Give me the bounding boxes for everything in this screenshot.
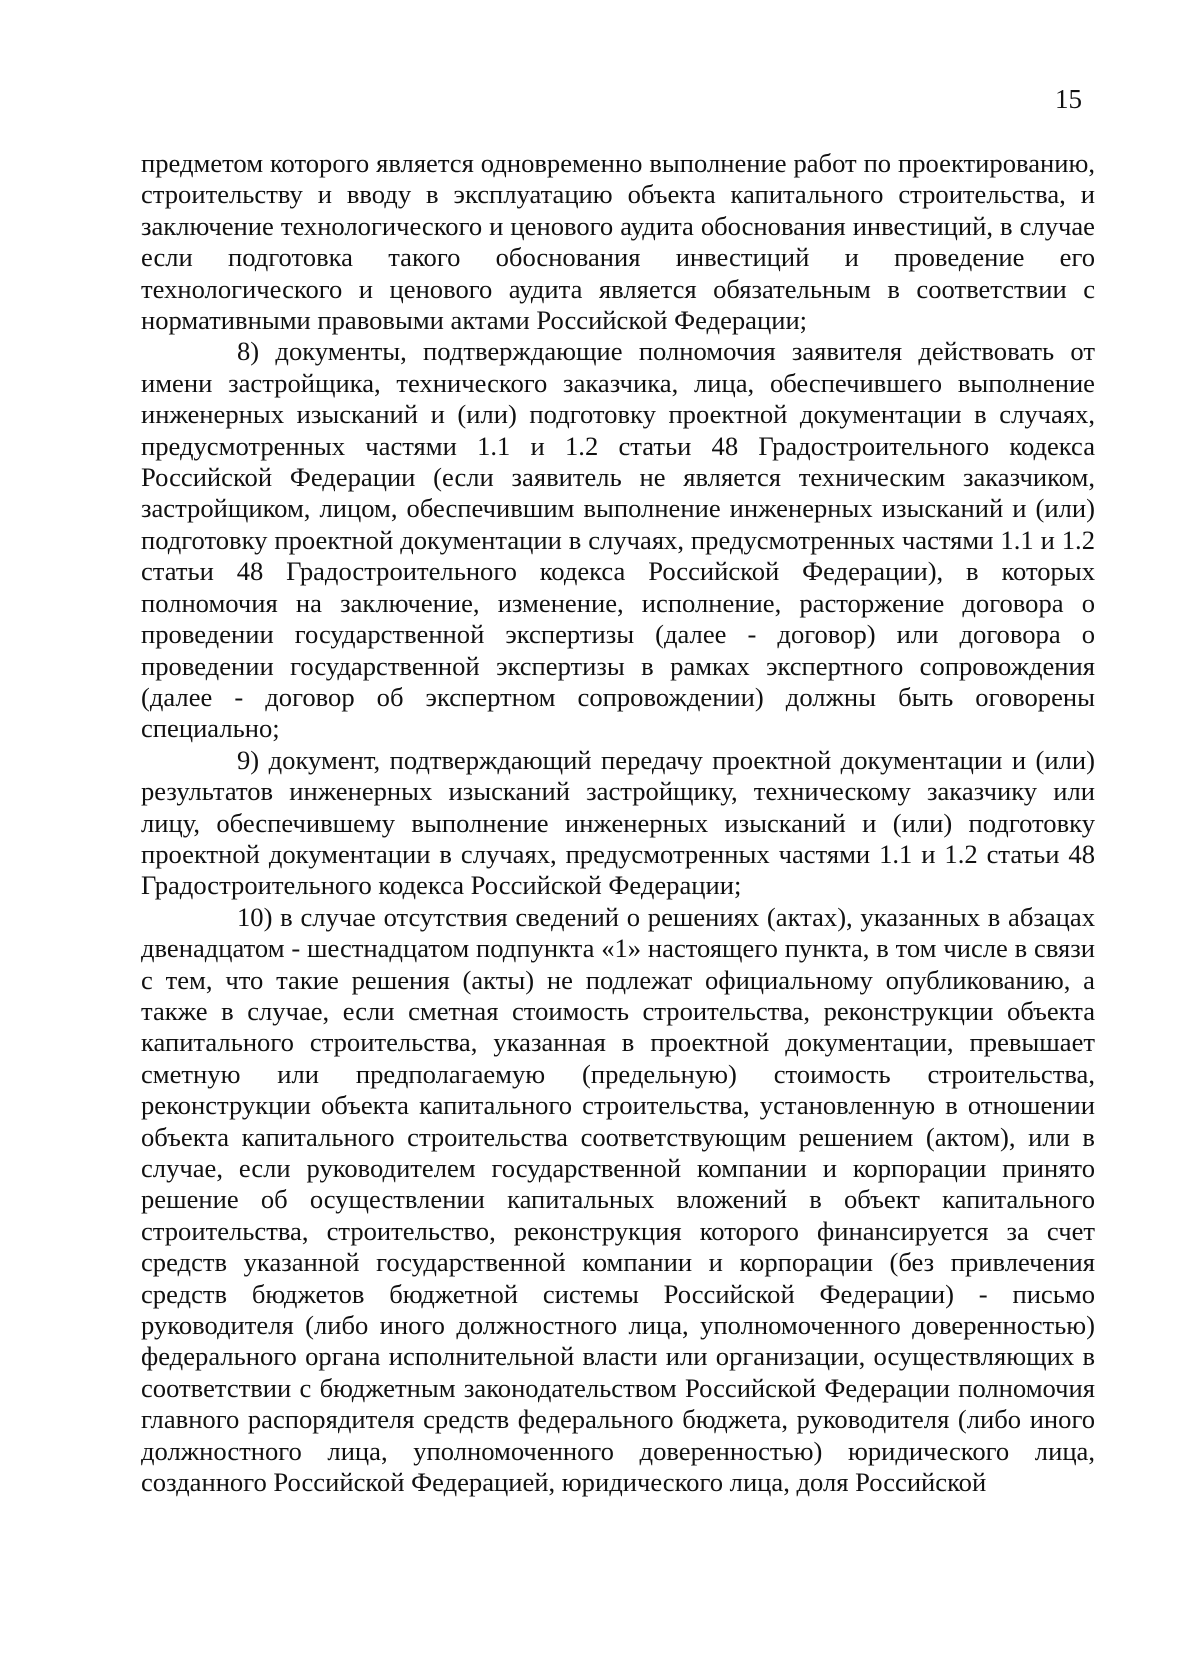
paragraph-item-10: 10) в случае отсутствия сведений о решениях (актах), указанных в абзацах двенадцатом - шестнадцатом подпункта «1» настоящего пункта, в том числе в связи с тем, что такие решения (акты) не подлежат официальному опубликованию, а также в случае, если сметная стоимость строительства, реконструкции объекта капитального строительства, указанная в проектной документации, превышает сметную или предполагаемую (предельную) стоимость строительства, реконструкции объекта капитального строительства, установленную в отношении объекта капитального строительства соответствующим решением (актом), или в случае, если руководителем государственной компании и корпорации принято решение об осуществлении капитальных вложений в объект капитального строительства, строительство, реконструкция которого финансируется за счет средств указанной государственной компании и корпорации (без привлечения средств бюджетов бюджетной системы Российской Федерации) - письмо руководителя (либо иного должностного лица, уполномоченного доверенностью) федерального органа исполнительной власти или организации, осуществляющих в соответствии с бюджетным законодательством Российской Федерации полномочия главного распорядителя средств федерального бюджета, руководителя (либо иного должностного лица, уполномоченного доверенностью) юридического лица, созданного Российской Федерацией, юридического лица, доля Российской: [141, 901, 1095, 1498]
page-number: 15: [1055, 84, 1082, 114]
document-body: [141, 148, 1095, 1498]
paragraph-continuation: предметом которого является одновременно выполнение работ по проектированию, строительству и вводу в эксплуатацию объекта капитального строительства, и заключение технологического и ценового аудита обоснования инвестиций, в случае если подготовка такого обоснования инвестиций и проведение его технологического и ценового аудита является обязательным в соответствии с нормативными правовыми актами Российской Федерации;: [141, 148, 1095, 336]
paragraph-item-8: 8) документы, подтверждающие полномочия заявителя действовать от имени застройщика, технического заказчика, лица, обеспечившего выполнение инженерных изысканий и (или) подготовку проектной документации в случаях, предусмотренных частями 1.1 и 1.2 статьи 48 Градостроительного кодекса Российской Федерации (если заявитель не является техническим заказчиком, застройщиком, лицом, обеспечившим выполнение инженерных изысканий и (или) подготовку проектной документации в случаях, предусмотренных частями 1.1 и 1.2 статьи 48 Градостроительного кодекса Российской Федерации), в которых полномочия на заключение, изменение, исполнение, расторжение договора о проведении государственной экспертизы (далее - договор) или договора о проведении государственной экспертизы в рамках экспертного сопровождения (далее - договор об экспертном сопровождении) должны быть оговорены специально;: [141, 336, 1095, 744]
paragraph-item-9: 9) документ, подтверждающий передачу проектной документации и (или) результатов инженерных изысканий застройщику, техническому заказчику или лицу, обеспечившему выполнение инженерных изысканий и (или) подготовку проектной документации в случаях, предусмотренных частями 1.1 и 1.2 статьи 48 Градостроительного кодекса Российской Федерации;: [141, 744, 1095, 901]
